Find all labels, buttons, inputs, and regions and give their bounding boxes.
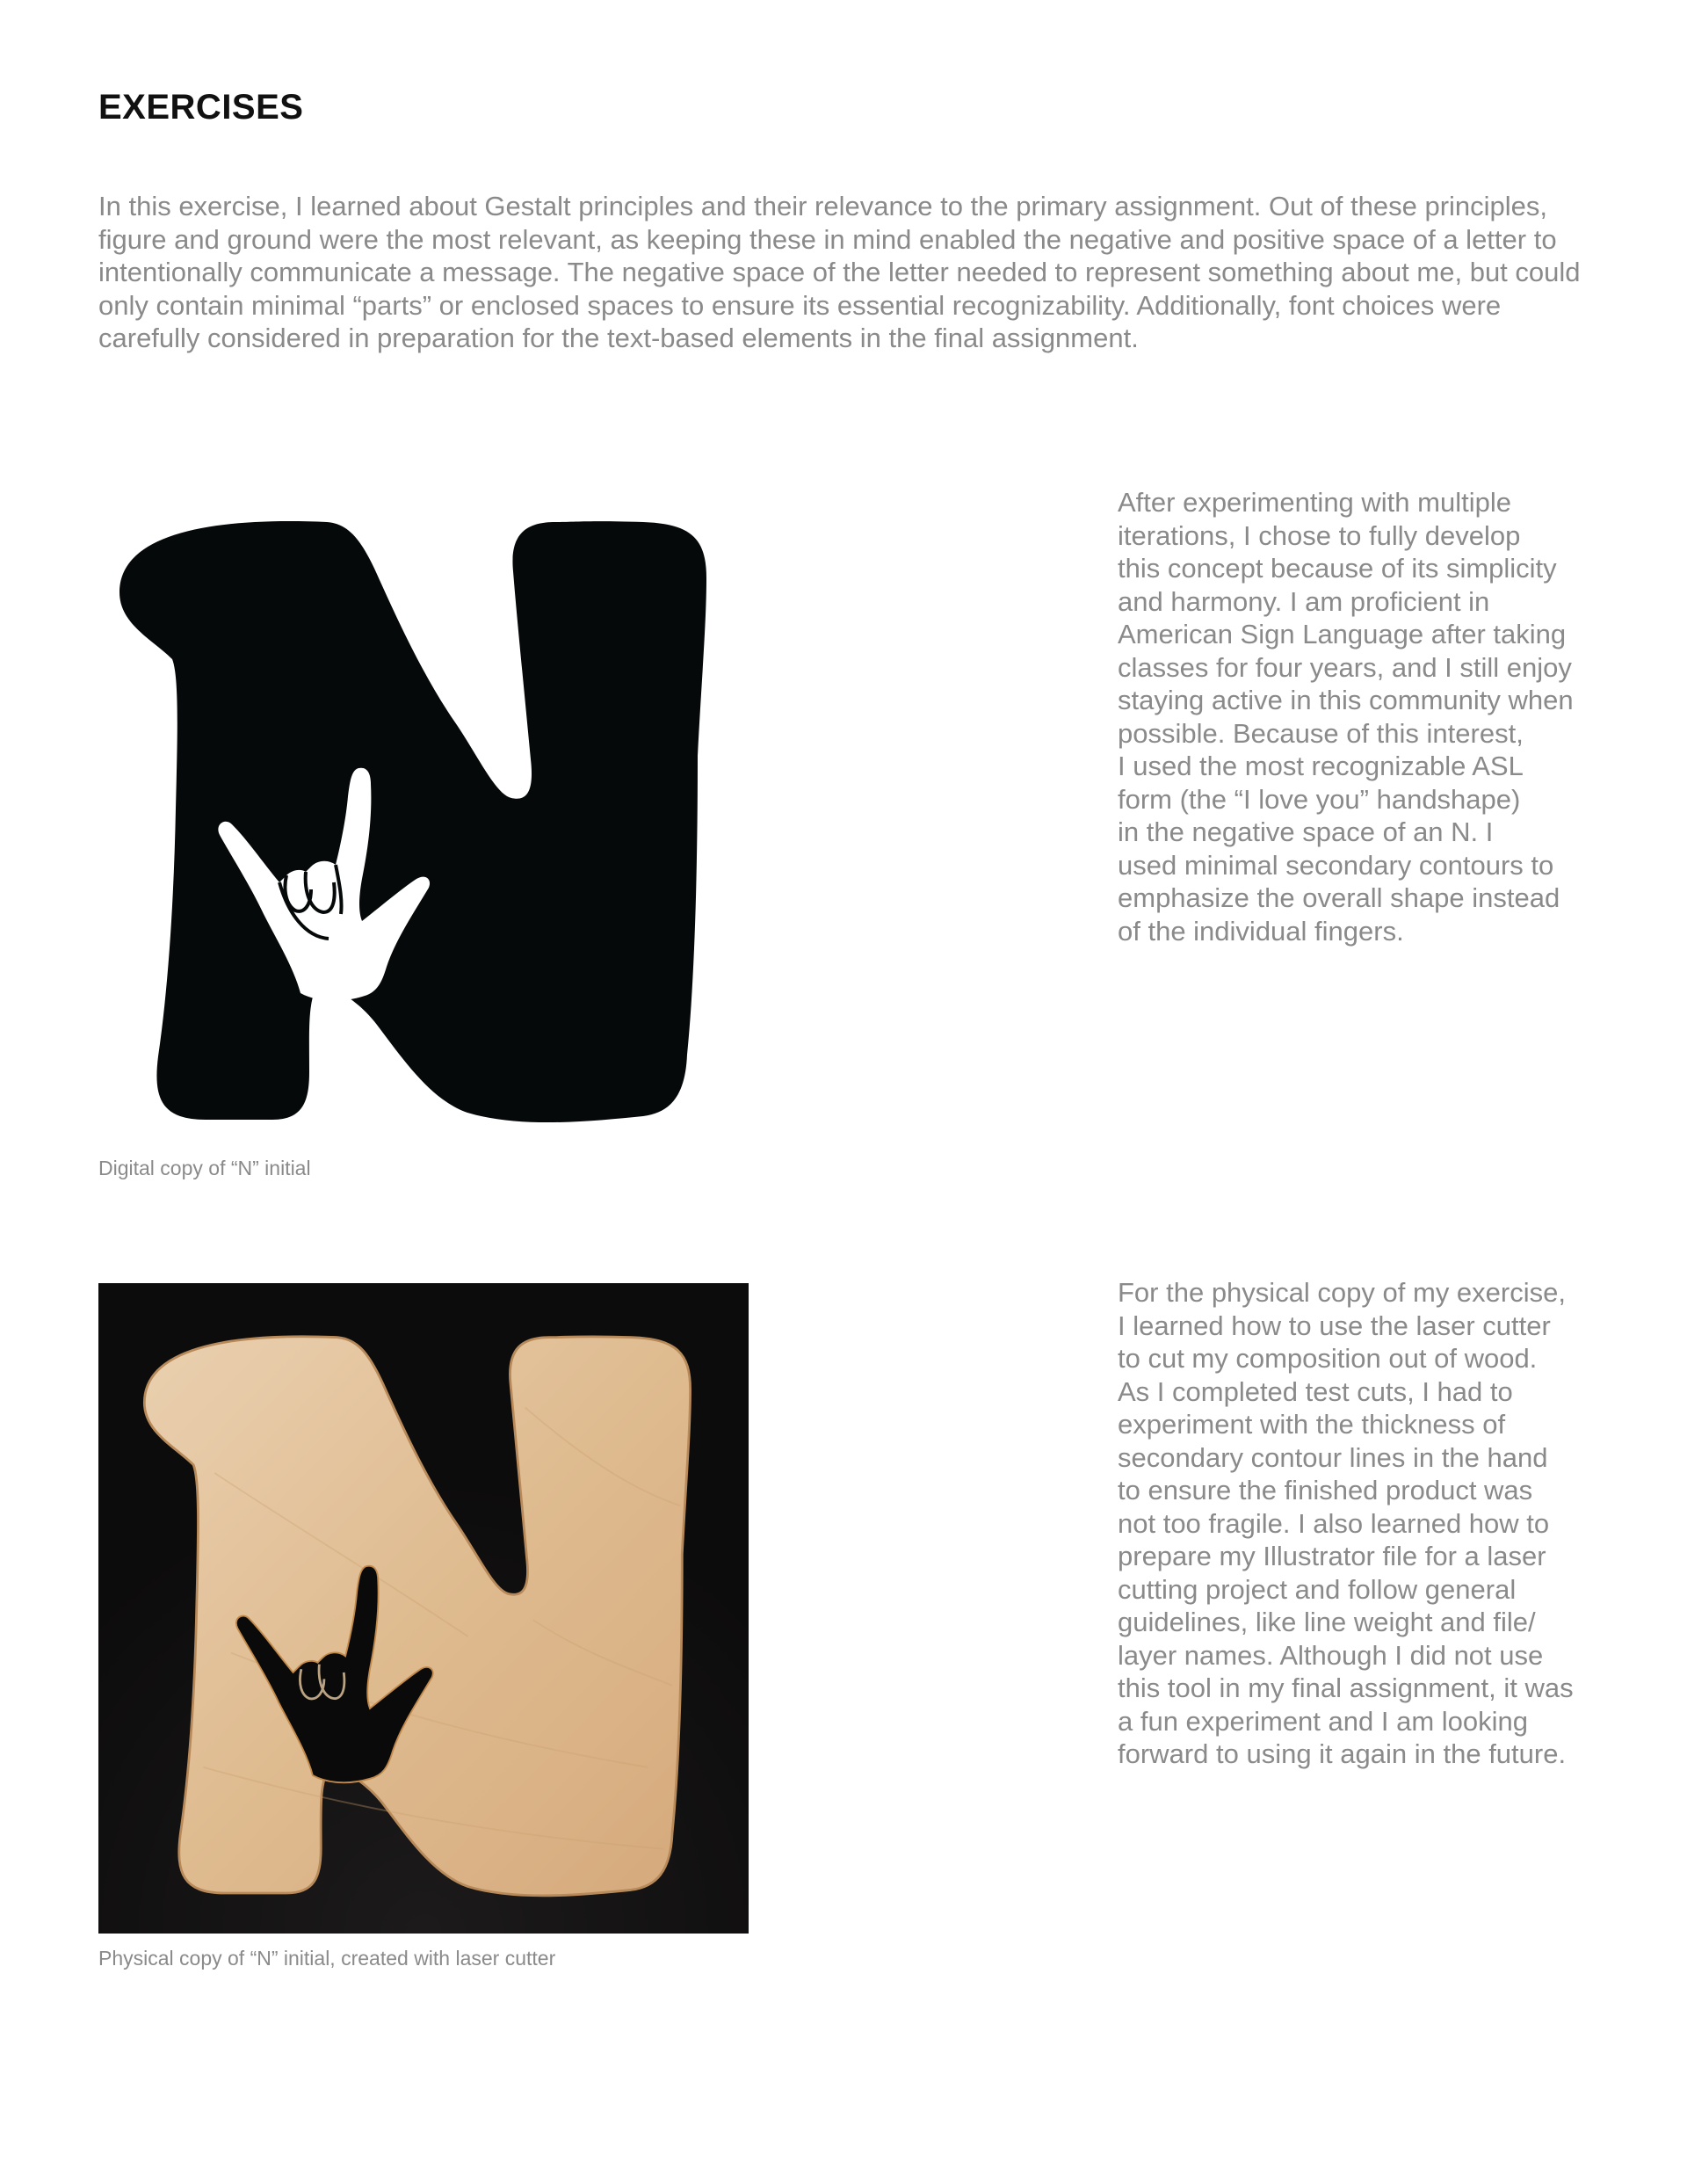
text-line: used minimal secondary contours to (1118, 849, 1554, 881)
text-line: a fun experiment and I am looking (1118, 1705, 1528, 1737)
text-line: iterations, I chose to fully develop (1118, 519, 1521, 551)
text-line: As I completed test cuts, I had to (1118, 1375, 1513, 1407)
text-line: possible. Because of this interest, (1118, 717, 1524, 749)
text-line: not too fragile. I also learned how to (1118, 1507, 1550, 1539)
text-line: secondary contour lines in the hand (1118, 1441, 1548, 1473)
text-line: emphasize the overall shape instead (1118, 882, 1560, 913)
text-line: and harmony. I am proficient in (1118, 585, 1490, 617)
text-line: to cut my composition out of wood. (1118, 1343, 1538, 1374)
text-line: form (the “I love you” handshape) (1118, 783, 1521, 815)
text-line: forward to using it again in the future. (1118, 1738, 1567, 1769)
letter-n-shape (119, 521, 706, 1122)
text-line: After experimenting with multiple (1118, 487, 1511, 518)
text-line: For the physical copy of my exercise, (1118, 1277, 1566, 1308)
physical-caption: Physical copy of “N” initial, created with laser cutter (98, 1947, 556, 1970)
digital-caption: Digital copy of “N” initial (98, 1157, 311, 1179)
text-line: classes for four years, and I still enjoy (1118, 651, 1572, 683)
page-title: EXERCISES (98, 88, 304, 127)
digital-n-figure (98, 492, 749, 1143)
digital-description (1118, 486, 1592, 947)
text-line: to ensure the finished product was (1118, 1475, 1533, 1506)
text-line: layer names. Although I did not use (1118, 1639, 1544, 1671)
text-line: American Sign Language after taking (1118, 619, 1567, 649)
text-line: I used the most recognizable ASL (1118, 751, 1524, 781)
text-line: cutting project and follow general (1118, 1573, 1517, 1605)
text-line: this concept because of its simplicity (1118, 553, 1557, 584)
text-line: in the negative space of an N. I (1118, 816, 1494, 847)
text-line: experiment with the thickness of (1118, 1409, 1506, 1440)
physical-description (1118, 1276, 1592, 1771)
intro-paragraph: In this exercise, I learned about Gestalt principles and their relevance to the primary assignment. Out of these principles, figure and ground were the most relevant, as keeping these in mind enabled the negative and positive space of a letter to intentionally communicate a message. The negative space of the letter needed to represent something about me, but could only contain minimal “parts” or enclosed spaces to ensure its essential recognizability. Additionally, font choices were carefully considered in preparation for the text-based elements in the final assignment. (98, 191, 1581, 353)
physical-n-photo (98, 1283, 749, 1934)
text-line: guidelines, like line weight and file/ (1118, 1607, 1536, 1637)
text-line: this tool in my final assignment, it was (1118, 1672, 1574, 1703)
text-line: of the individual fingers. (1118, 915, 1404, 947)
text-line: I learned how to use the laser cutter (1118, 1310, 1551, 1341)
text-line: prepare my Illustrator file for a laser (1118, 1541, 1546, 1571)
text-line: staying active in this community when (1118, 685, 1574, 715)
